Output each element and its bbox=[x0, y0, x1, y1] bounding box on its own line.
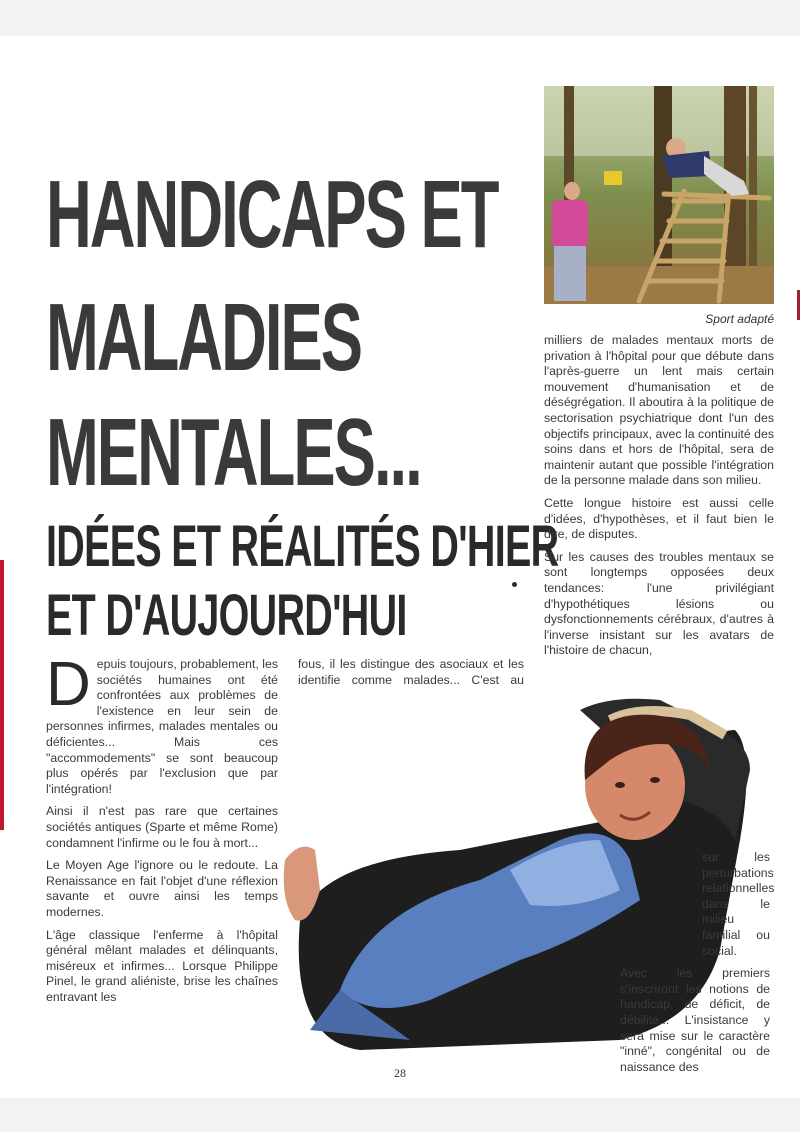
article-column-3-lower bbox=[620, 850, 775, 1082]
paragraph: Ainsi il n'est pas rare que certaines sociétés antiques (Sparte et même Rome) condamnent l'infirme ou le fou à mort... bbox=[46, 804, 278, 850]
paragraph: Sur les causes des troubles mentaux se sont longtemps opposées deux tendances: l'une privilégiant d'hypothétiques lésions ou dysfonctionnements cérébraux, d'autres à l'inverse insistant sur les avatars de l'histoire de chacun, bbox=[544, 549, 774, 658]
paragraph: Avec les premiers s'inscriront les notions de handicap, de déficit, de débilité... L'insistance y sera mise sur le caractère "inné", congénital ou de naissance des bbox=[620, 966, 770, 1074]
paragraph: Le Moyen Age l'ignore ou le redoute. La Renaissance en fait l'objet d'une réflexion savante et ouvre ainsi les temps modernes. bbox=[46, 858, 278, 919]
page-number: 28 bbox=[394, 1066, 406, 1080]
paragraph: fous, il les distingue des asociaux et les identifie comme malades... C'est au bbox=[298, 657, 524, 687]
photo-caption: Sport adapté bbox=[705, 312, 774, 326]
paragraph-text: epuis toujours, probablement, les sociétés humaines ont été confrontées aux problèmes de l'existence en leur sein de personnes infirmes, malades mentales ou déficientes... Mais ces "accommodements" se sont beaucoup plus opérés par l'exclusion que par l'intégration! bbox=[46, 657, 278, 796]
stray-dot bbox=[512, 582, 517, 587]
sport-photo bbox=[544, 86, 774, 304]
page-edge-red-mark bbox=[0, 560, 4, 830]
article-column-1 bbox=[46, 650, 278, 1012]
headline-line-1: HANDICAPS ET bbox=[46, 161, 498, 268]
headline-line-2: MALADIES bbox=[46, 284, 362, 391]
paragraph: L'âge classique l'enferme à l'hôpital général mêlant malades et délinquants, miséreux et infirmes... Lorsque Philippe Pinel, le grand aliéniste, brise les chaînes entravant les bbox=[46, 927, 278, 1004]
paragraph: sur les perturbations relationnelles dans le milieu familial ou social. bbox=[702, 850, 775, 958]
subtitle-line-1: IDÉES ET RÉALITÉS D'HIER bbox=[46, 514, 559, 579]
paragraph: milliers de malades mentaux morts de privation à l'hôpital pour que débute dans l'après-guerre un lent mais certain mouvement d'humanisation et de déségrégation. Il aboutira à la politique de sectorisation psychiatrique dont l'un des objectifs principaux, avec la continuité des soins dans et hors de l'hôpital, sera de maintenir autant que possible l'intégration de la personne malade dans son milieu. bbox=[544, 333, 774, 488]
headline-line-3: MENTALES... bbox=[46, 399, 421, 506]
article-column-3 bbox=[544, 333, 774, 666]
paragraph bbox=[46, 650, 278, 797]
dropcap: D bbox=[46, 650, 91, 719]
subtitle-line-2: ET D'AUJOURD'HUI bbox=[46, 583, 407, 648]
paragraph: Cette longue histoire est aussi celle d'idées, d'hypothèses, et il faut bien le dire, de disputes. bbox=[544, 495, 774, 542]
